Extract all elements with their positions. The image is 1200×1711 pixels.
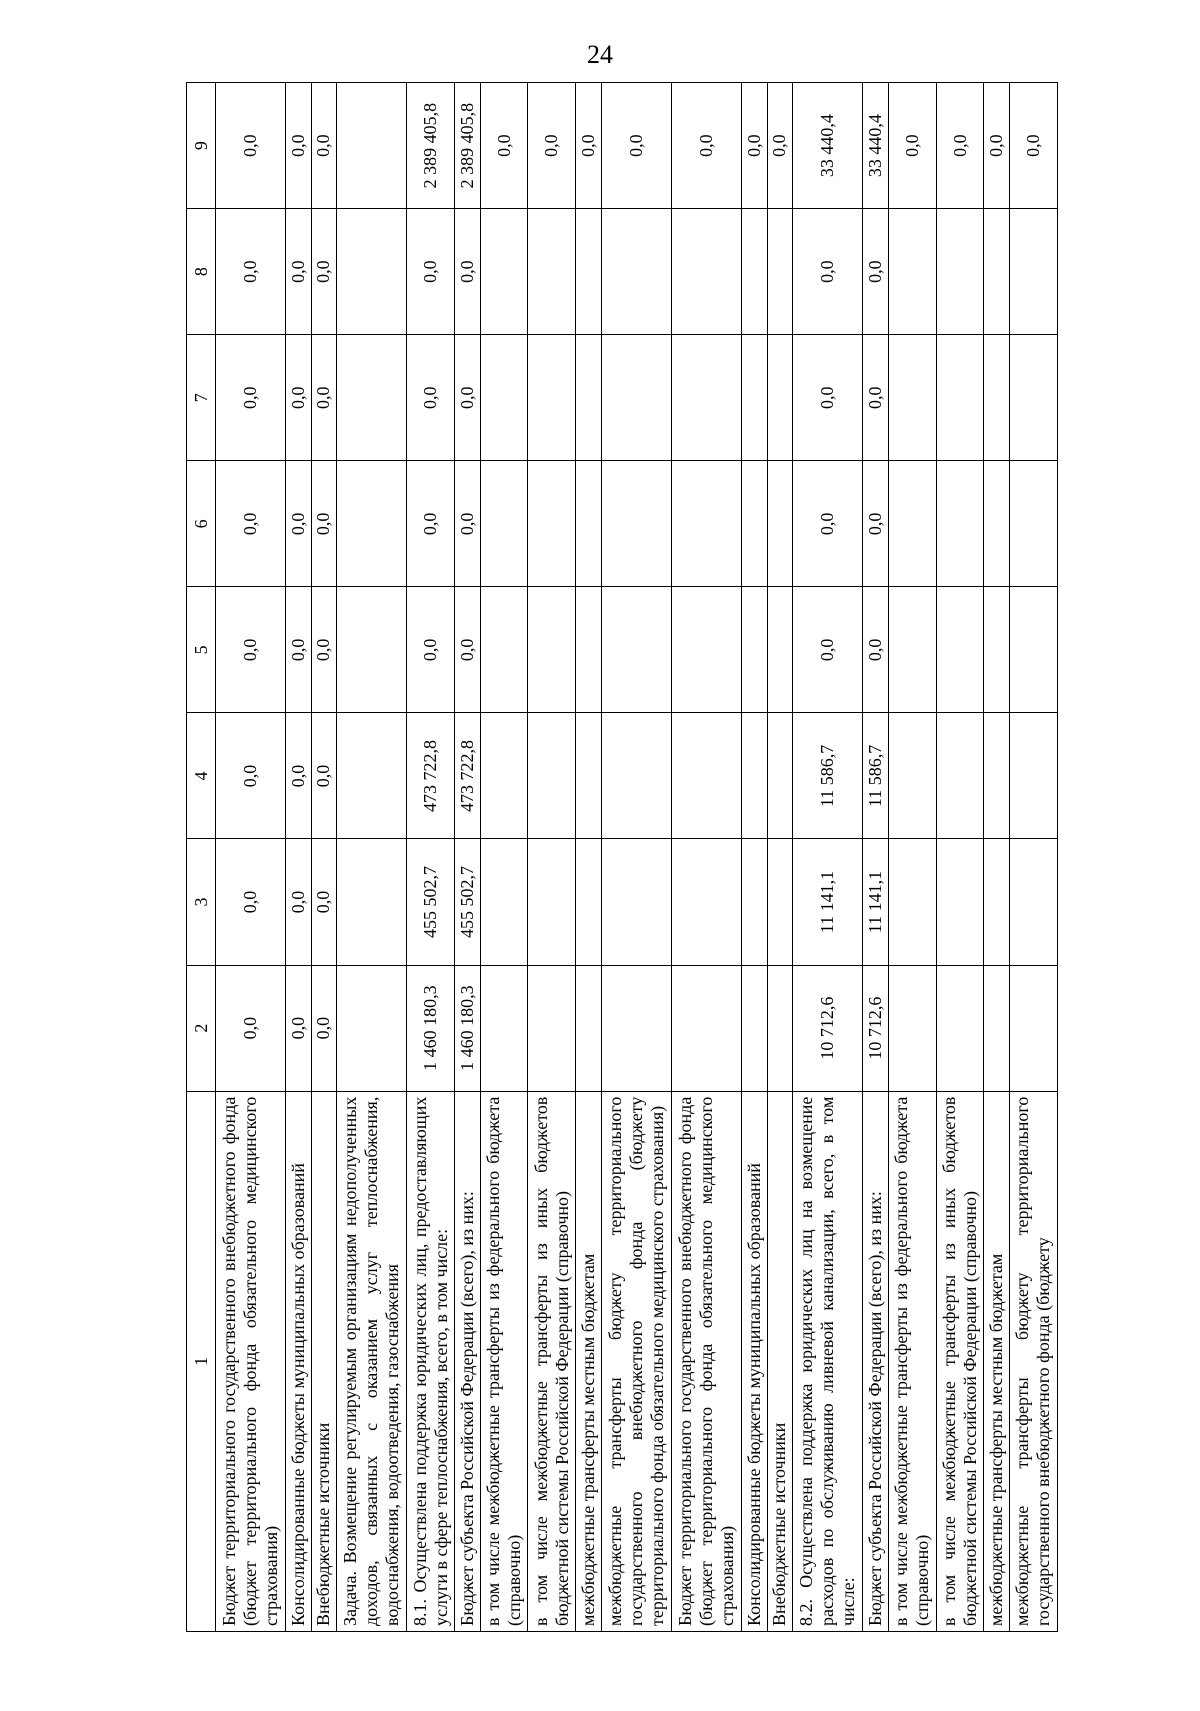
- value-cell: [888, 965, 936, 1091]
- value-cell: 0,0: [216, 209, 286, 335]
- row-label: Задача. Возмещение регулируемым организациям недополученных доходов, связанных с оказанием услуг теплоснабжения, водоснабжения, водоотведения, газоснабжения: [337, 1091, 407, 1631]
- row-label: межбюджетные трансферты бюджету территориального государственного внебюджетного фонда (бюджету территориального фонда обязательного медицинского страхования): [601, 1091, 671, 1631]
- row-label: в том числе межбюджетные трансферты из федерального бюджета (справочно): [888, 1091, 936, 1631]
- value-cell: [576, 335, 602, 461]
- value-cell: [576, 587, 602, 713]
- value-cell: 2 389 405,8: [407, 83, 455, 209]
- value-cell: 0,0: [216, 587, 286, 713]
- value-cell: 0,0: [407, 587, 455, 713]
- value-cell: 0,0: [793, 461, 863, 587]
- table-row: [216, 83, 286, 1632]
- value-cell: [576, 713, 602, 839]
- value-cell: [480, 839, 528, 965]
- value-cell: [337, 461, 407, 587]
- value-cell: [936, 461, 984, 587]
- value-cell: [528, 713, 576, 839]
- value-cell: [337, 335, 407, 461]
- value-cell: [936, 335, 984, 461]
- value-cell: [671, 587, 741, 713]
- budget-table-rotated: [186, 82, 1058, 1632]
- value-cell: [671, 965, 741, 1091]
- value-cell: 0,0: [888, 83, 936, 209]
- value-cell: 0,0: [863, 587, 889, 713]
- value-cell: [601, 839, 671, 965]
- value-cell: [671, 335, 741, 461]
- value-cell: [576, 839, 602, 965]
- value-cell: [671, 839, 741, 965]
- value-cell: [480, 461, 528, 587]
- row-label: Консолидированные бюджеты муниципальных образований: [286, 1091, 312, 1631]
- column-header: 5: [187, 587, 216, 713]
- value-cell: 33 440,4: [793, 83, 863, 209]
- value-cell: [480, 209, 528, 335]
- value-cell: [767, 335, 793, 461]
- row-label: 8.2. Осуществлена поддержка юридических лиц на возмещение расходов по обслуживанию ливневой канализации, всего, в том числе:: [793, 1091, 863, 1631]
- table-row: [936, 83, 984, 1632]
- value-cell: [742, 965, 768, 1091]
- value-cell: [888, 335, 936, 461]
- value-cell: 0,0: [286, 713, 312, 839]
- value-cell: [984, 713, 1010, 839]
- value-cell: [936, 839, 984, 965]
- value-cell: [936, 209, 984, 335]
- value-cell: 0,0: [216, 83, 286, 209]
- value-cell: [528, 335, 576, 461]
- column-header: 9: [187, 83, 216, 209]
- value-cell: 1 460 180,3: [455, 965, 481, 1091]
- row-label: Бюджет субъекта Российской Федерации (всего), из них:: [455, 1091, 481, 1631]
- column-header: 2: [187, 965, 216, 1091]
- value-cell: 0,0: [311, 83, 337, 209]
- table-header-row: [187, 83, 216, 1632]
- row-label: межбюджетные трансферты местным бюджетам: [984, 1091, 1010, 1631]
- value-cell: 0,0: [455, 209, 481, 335]
- value-cell: 0,0: [216, 335, 286, 461]
- value-cell: 2 389 405,8: [455, 83, 481, 209]
- table-row: [337, 83, 407, 1632]
- value-cell: 10 712,6: [863, 965, 889, 1091]
- value-cell: 0,0: [455, 335, 481, 461]
- value-cell: 0,0: [286, 209, 312, 335]
- value-cell: [528, 965, 576, 1091]
- value-cell: [936, 965, 984, 1091]
- value-cell: 0,0: [286, 461, 312, 587]
- value-cell: 0,0: [216, 713, 286, 839]
- value-cell: 0,0: [863, 335, 889, 461]
- value-cell: 11 586,7: [793, 713, 863, 839]
- table-row: [863, 83, 889, 1632]
- value-cell: 0,0: [601, 83, 671, 209]
- table-row: [793, 83, 863, 1632]
- value-cell: 0,0: [793, 209, 863, 335]
- value-cell: [601, 209, 671, 335]
- value-cell: [742, 461, 768, 587]
- value-cell: 0,0: [793, 587, 863, 713]
- value-cell: 473 722,8: [455, 713, 481, 839]
- value-cell: 0,0: [216, 839, 286, 965]
- value-cell: [576, 209, 602, 335]
- value-cell: [888, 587, 936, 713]
- value-cell: [888, 839, 936, 965]
- table-row: [1009, 83, 1057, 1632]
- value-cell: [601, 965, 671, 1091]
- row-label: Консолидированные бюджеты муниципальных образований: [742, 1091, 768, 1631]
- row-label: Бюджет субъекта Российской Федерации (всего), из них:: [863, 1091, 889, 1631]
- value-cell: [1009, 587, 1057, 713]
- value-cell: 0,0: [863, 209, 889, 335]
- value-cell: 0,0: [984, 83, 1010, 209]
- table-row: [407, 83, 455, 1632]
- value-cell: 0,0: [793, 335, 863, 461]
- value-cell: [767, 461, 793, 587]
- value-cell: [528, 461, 576, 587]
- value-cell: [337, 965, 407, 1091]
- value-cell: 0,0: [286, 965, 312, 1091]
- value-cell: 0,0: [286, 839, 312, 965]
- value-cell: 0,0: [936, 83, 984, 209]
- table-row: [601, 83, 671, 1632]
- value-cell: [984, 839, 1010, 965]
- value-cell: 0,0: [216, 965, 286, 1091]
- row-label: межбюджетные трансферты местным бюджетам: [576, 1091, 602, 1631]
- table-row: [742, 83, 768, 1632]
- value-cell: [1009, 839, 1057, 965]
- value-cell: [480, 587, 528, 713]
- value-cell: 0,0: [407, 461, 455, 587]
- value-cell: [888, 209, 936, 335]
- column-header: 1: [187, 1091, 216, 1631]
- value-cell: 0,0: [480, 83, 528, 209]
- value-cell: [984, 587, 1010, 713]
- value-cell: [936, 713, 984, 839]
- value-cell: 0,0: [863, 461, 889, 587]
- value-cell: [984, 965, 1010, 1091]
- value-cell: [1009, 335, 1057, 461]
- value-cell: [767, 587, 793, 713]
- value-cell: [671, 209, 741, 335]
- value-cell: [528, 209, 576, 335]
- table-body: [216, 83, 1058, 1632]
- table-row: [576, 83, 602, 1632]
- value-cell: [742, 587, 768, 713]
- row-label: в том числе межбюджетные трансферты из федерального бюджета (справочно): [480, 1091, 528, 1631]
- row-label: Бюджет территориального государственного внебюджетного фонда (бюджет территориального фонда обязательного медицинского страхования): [671, 1091, 741, 1631]
- column-header: 7: [187, 335, 216, 461]
- value-cell: 11 141,1: [863, 839, 889, 965]
- table-row: [984, 83, 1010, 1632]
- value-cell: 0,0: [742, 83, 768, 209]
- value-cell: 33 440,4: [863, 83, 889, 209]
- column-header: 6: [187, 461, 216, 587]
- value-cell: 0,0: [286, 587, 312, 713]
- value-cell: 0,0: [576, 83, 602, 209]
- value-cell: 0,0: [1009, 83, 1057, 209]
- value-cell: 0,0: [311, 209, 337, 335]
- value-cell: 0,0: [311, 461, 337, 587]
- table-row: [767, 83, 793, 1632]
- value-cell: 0,0: [528, 83, 576, 209]
- value-cell: 473 722,8: [407, 713, 455, 839]
- value-cell: 0,0: [311, 965, 337, 1091]
- value-cell: [576, 461, 602, 587]
- table-row: [671, 83, 741, 1632]
- value-cell: [337, 209, 407, 335]
- value-cell: [767, 209, 793, 335]
- page-number: 24: [587, 40, 613, 69]
- value-cell: [480, 713, 528, 839]
- value-cell: 11 586,7: [863, 713, 889, 839]
- value-cell: 0,0: [311, 713, 337, 839]
- value-cell: 0,0: [455, 461, 481, 587]
- table-row: [888, 83, 936, 1632]
- row-label: 8.1. Осуществлена поддержка юридических лиц, предоставляющих услуги в сфере теплоснабжения, всего, в том числе:: [407, 1091, 455, 1631]
- column-header: 3: [187, 839, 216, 965]
- value-cell: [936, 587, 984, 713]
- value-cell: 0,0: [311, 839, 337, 965]
- value-cell: 11 141,1: [793, 839, 863, 965]
- value-cell: [767, 965, 793, 1091]
- row-label: в том числе межбюджетные трансферты из иных бюджетов бюджетной системы Российской Федерации (справочно): [936, 1091, 984, 1631]
- value-cell: [671, 713, 741, 839]
- value-cell: 0,0: [216, 461, 286, 587]
- value-cell: [984, 209, 1010, 335]
- value-cell: [888, 713, 936, 839]
- value-cell: [984, 335, 1010, 461]
- row-label: Внебюджетные источники: [767, 1091, 793, 1631]
- value-cell: [742, 839, 768, 965]
- value-cell: [1009, 965, 1057, 1091]
- table-row: [480, 83, 528, 1632]
- value-cell: [601, 461, 671, 587]
- table-row: [455, 83, 481, 1632]
- value-cell: 1 460 180,3: [407, 965, 455, 1091]
- table-row: [528, 83, 576, 1632]
- value-cell: [1009, 461, 1057, 587]
- value-cell: [528, 587, 576, 713]
- value-cell: [601, 587, 671, 713]
- value-cell: [767, 839, 793, 965]
- value-cell: [480, 965, 528, 1091]
- value-cell: 0,0: [407, 335, 455, 461]
- value-cell: [337, 839, 407, 965]
- value-cell: [480, 335, 528, 461]
- row-label: Бюджет территориального государственного внебюджетного фонда (бюджет территориального фонда обязательного медицинского страхования): [216, 1091, 286, 1631]
- value-cell: 10 712,6: [793, 965, 863, 1091]
- table-row: [286, 83, 312, 1632]
- value-cell: [1009, 209, 1057, 335]
- value-cell: [528, 839, 576, 965]
- table-row: [311, 83, 337, 1632]
- value-cell: 455 502,7: [407, 839, 455, 965]
- value-cell: 0,0: [455, 587, 481, 713]
- value-cell: [671, 461, 741, 587]
- value-cell: [984, 461, 1010, 587]
- value-cell: [888, 461, 936, 587]
- value-cell: [742, 713, 768, 839]
- value-cell: [576, 965, 602, 1091]
- value-cell: [337, 83, 407, 209]
- value-cell: [1009, 713, 1057, 839]
- value-cell: 0,0: [311, 587, 337, 713]
- value-cell: 0,0: [407, 209, 455, 335]
- value-cell: 0,0: [286, 83, 312, 209]
- value-cell: 0,0: [286, 335, 312, 461]
- row-label: межбюджетные трансферты бюджету территориального государственного внебюджетного фонда (бюджету: [1009, 1091, 1057, 1631]
- value-cell: [742, 335, 768, 461]
- value-cell: 455 502,7: [455, 839, 481, 965]
- column-header: 4: [187, 713, 216, 839]
- value-cell: 0,0: [767, 83, 793, 209]
- row-label: Внебюджетные источники: [311, 1091, 337, 1631]
- value-cell: [337, 587, 407, 713]
- value-cell: 0,0: [671, 83, 741, 209]
- value-cell: [337, 713, 407, 839]
- value-cell: 0,0: [311, 335, 337, 461]
- value-cell: [742, 209, 768, 335]
- column-header: 8: [187, 209, 216, 335]
- budget-table: [186, 82, 1058, 1632]
- row-label: в том числе межбюджетные трансферты из иных бюджетов бюджетной системы Российской Федерации (справочно): [528, 1091, 576, 1631]
- value-cell: [767, 713, 793, 839]
- value-cell: [601, 713, 671, 839]
- value-cell: [601, 335, 671, 461]
